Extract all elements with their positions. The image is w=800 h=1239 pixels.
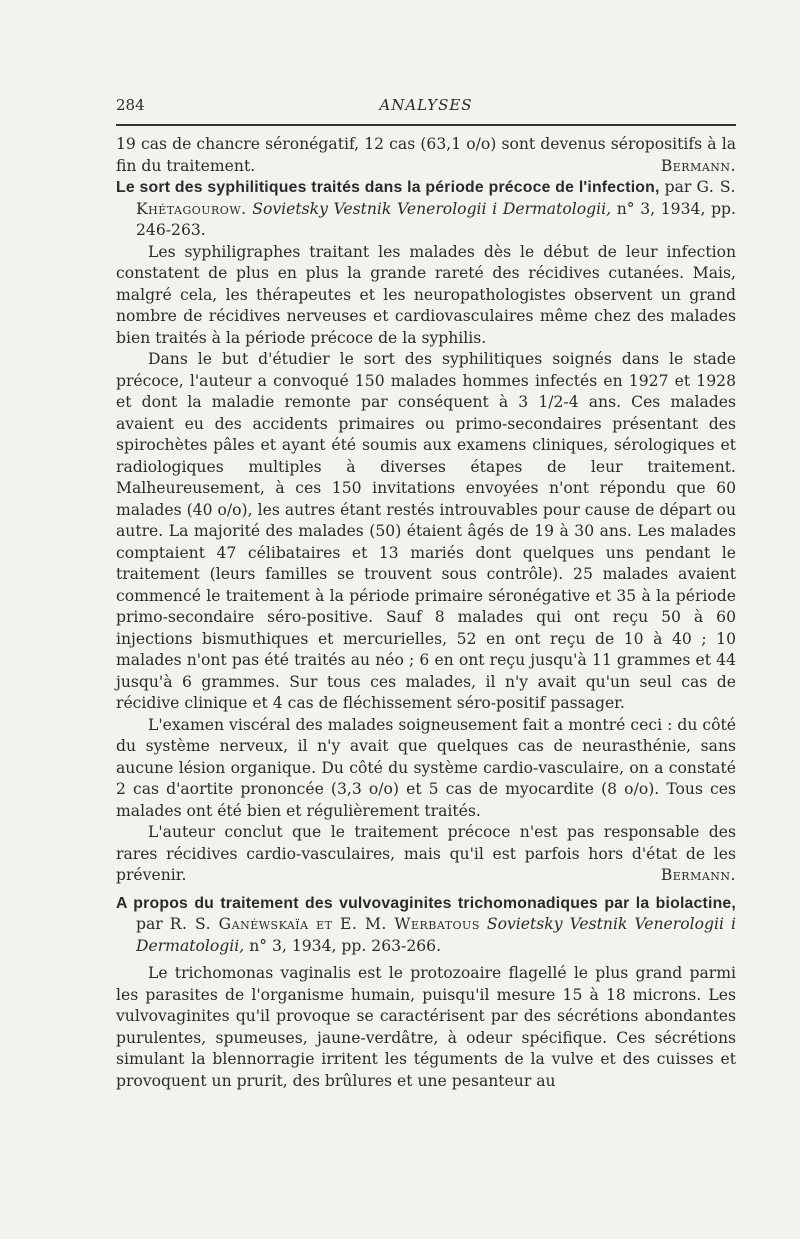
intro-text: 19 cas de chancre séronégatif, 12 cas (63,1 o/o) sont devenus séropositifs à la fin du traitement. bbox=[116, 135, 736, 175]
article2-paragraph-1: Le trichomonas vaginalis est le protozoaire flagellé le plus grand parmi les parasites de l'organisme humain, puisqu'il mesure 15 à 18 microns. Les vulvovaginites qu'il provoque se caractérisent par des sécrétions abondantes purulentes, spumeuses, jaune-verdâtre, à odeur spécifique. Ces sécrétions simulant la blennorragie irritent les téguments de la vulve et des cuisses et provoquent un prurit, des brûlures et une pesanteur au bbox=[116, 964, 736, 1090]
running-head bbox=[116, 96, 736, 116]
article2-author: R. S. Ganéwskaïa et E. M. Werbatous bbox=[169, 915, 480, 933]
article2-journal: Sovietsky Vestnik Venerologii i Dermatologii, bbox=[136, 915, 736, 955]
article1-paragraph-1: Les syphiligraphes traitant les malades dès le début de leur infection constatent de plus en plus la grande rareté des récidives cutanées. Mais, malgré cela, les thérapeutes et les neuropathologistes observent un grand nombre de récidives nerveuses et cardiovasculaires même chez des malades bien traités à la période précoce de la syphilis. bbox=[116, 242, 736, 347]
article1-by: par bbox=[664, 178, 692, 196]
article1-journal: Sovietsky Vestnik Venerologii i Dermatologii, bbox=[252, 199, 612, 218]
article1-conclusion: L'auteur conclut que le traitement précoce n'est pas responsable des rares récidives cardio-vasculaires, mais qu'il est parfois hors d'état de les prévenir. bbox=[116, 823, 736, 884]
article1-signature: Bermann. bbox=[660, 866, 736, 884]
header-rule bbox=[116, 124, 736, 126]
intro-paragraph bbox=[116, 134, 736, 177]
page-number: 284 bbox=[116, 96, 145, 114]
article1-author: G. S. Khétagourow. bbox=[136, 178, 736, 218]
article1-title: Le sort des syphilitiques traités dans la période précoce de l'infection, bbox=[116, 179, 660, 196]
article2-ref: n° 3, 1934, pp. 263-266. bbox=[249, 936, 442, 955]
article2-heading bbox=[116, 893, 736, 958]
article1-paragraph-3: L'examen viscéral des malades soigneusement fait a montré ceci : du côté du système nerveux, il n'y avait que quelques cas de neurasthénie, sans aucune lésion organique. Du côté du système cardio-vasculaire, on a constaté 2 cas d'aortite prononcée (3,3 o/o) et 5 cas de myocardite (8 o/o). Tous ces malades ont été bien et régulièrement traités. bbox=[116, 715, 736, 820]
article1-paragraph-4 bbox=[116, 822, 736, 887]
article1-heading bbox=[116, 177, 736, 242]
page-body bbox=[116, 134, 736, 1092]
article1-paragraph-2: Dans le but d'étudier le sort des syphilitiques soignés dans le stade précoce, l'auteur a convoqué 150 malades hommes infectés en 1927 et 1928 et dont la maladie remonte par conséquent à 3 1/2-4 ans. Ces malades avaient eu des accidents primaires ou primo-secondaires présentant des spirochètes pâles et ayant été soumis aux examens cliniques, sérologiques et radiologiques multiples à diverses étapes de leur traitement. Malheureusement, à ces 150 invitations envoyées n'ont répondu que 60 malades (40 o/o), les autres étant restés introuvables pour cause de départ ou autre. La majorité des malades (50) étaient âgés de 19 à 30 ans. Les malades comptaient 47 célibataires et 13 mariés dont quelques uns pendant le traitement (leurs familles se trouvent sous contrôle). 25 malades avaient commencé le traitement à la période primaire séronégative et 35 à la période primo-secondaire séro-positive. Sauf 8 malades qui ont reçu 50 à 60 injections bismuthiques et mercurielles, 52 en ont reçu de 10 à 40 ; 10 malades n'ont pas été traités au néo ; 6 en ont reçu jusqu'à 11 grammes et 44 jusqu'à 6 grammes. Sur tous ces malades, il n'y avait qu'un seul cas de récidive clinique et 4 cas de fléchissement séro-positif passager. bbox=[116, 350, 736, 712]
article1-ref: n° 3, 1934, pp. 246-263. bbox=[136, 199, 736, 239]
article2-title: A propos du traitement des vulvovaginites trichomonadiques par la biolactine, bbox=[116, 894, 736, 912]
running-title: ANALYSES bbox=[379, 96, 473, 114]
intro-signature: Bermann. bbox=[660, 156, 736, 175]
article2-by: par bbox=[136, 915, 163, 933]
